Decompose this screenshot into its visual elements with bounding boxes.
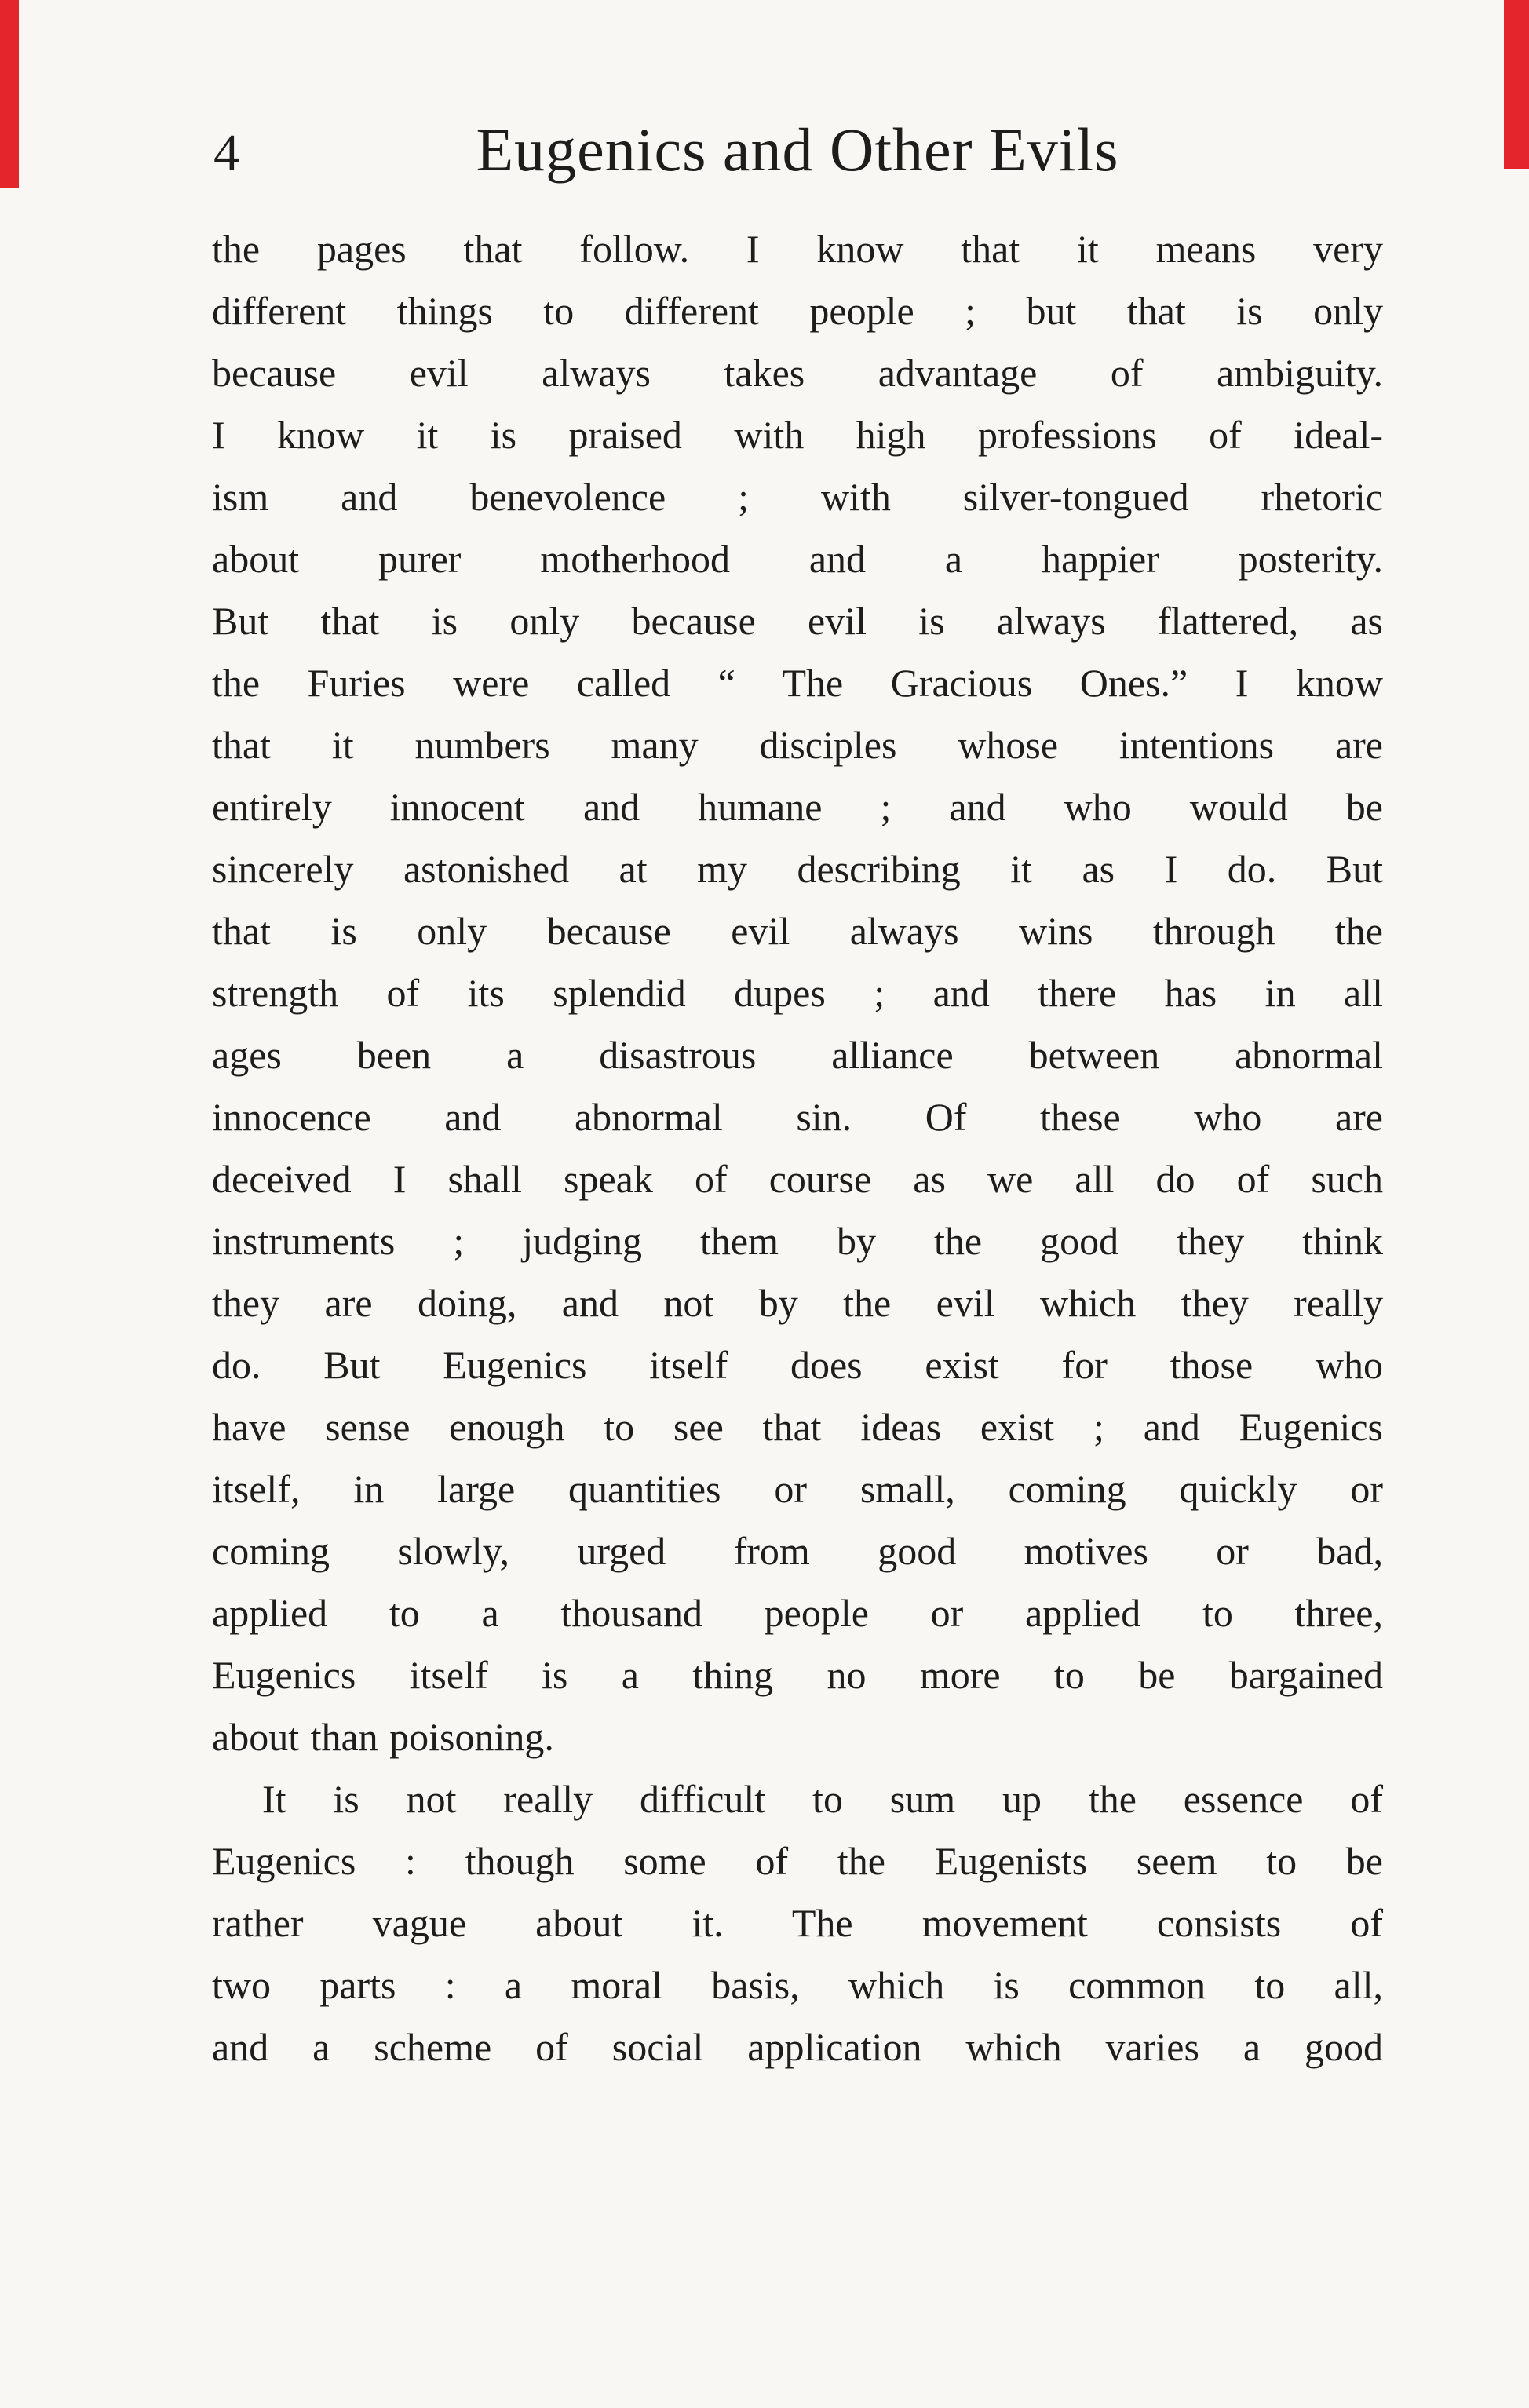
text-line: strength of its splendid dupes ; and there has in all xyxy=(212,971,1383,1015)
text-line: Eugenics itself is a thing no more to be bargained xyxy=(212,1653,1383,1697)
text-line: coming slowly, urged from good motives or bad, xyxy=(212,1529,1383,1573)
text-line: sincerely astonished at my describing it as I do. But xyxy=(212,847,1383,891)
text-line: innocence and abnormal sin. Of these who are xyxy=(212,1095,1383,1139)
text-line: itself, in large quantities or small, coming quickly or xyxy=(212,1467,1383,1511)
page-header xyxy=(212,115,1383,198)
text-line: entirely innocent and humane ; and who would be xyxy=(212,785,1383,829)
text-line: about than poisoning. xyxy=(212,1715,554,1759)
text-line: the pages that follow. I know that it means very xyxy=(212,227,1383,271)
text-line: Eugenics : though some of the Eugenists seem to be xyxy=(212,1839,1383,1883)
text-line: and a scheme of social application which varies a good xyxy=(212,2025,1383,2069)
text-line: ages been a disastrous alliance between abnormal xyxy=(212,1033,1383,1077)
text-line: that it numbers many disciples whose intentions are xyxy=(212,723,1383,767)
running-title: Eugenics and Other Evils xyxy=(476,115,1119,184)
text-line: the Furies were called “ The Gracious Ones.” I know xyxy=(212,661,1383,705)
text-line: different things to different people ; but that is only xyxy=(212,289,1383,333)
text-line: about purer motherhood and a happier posterity. xyxy=(212,537,1383,581)
text-line: rather vague about it. The movement consists of xyxy=(212,1901,1383,1945)
text-line: that is only because evil always wins through the xyxy=(212,909,1383,953)
text-line: But that is only because evil is always flattered, as xyxy=(212,599,1383,643)
page-number: 4 xyxy=(213,124,239,181)
text-line: It is not really difficult to sum up the essence of xyxy=(262,1777,1383,1821)
text-line: because evil always takes advantage of ambiguity. xyxy=(212,351,1383,395)
text-line: instruments ; judging them by the good they think xyxy=(212,1219,1383,1263)
text-line: have sense enough to see that ideas exist ; and Eugenics xyxy=(212,1405,1383,1449)
text-line: they are doing, and not by the evil which they really xyxy=(212,1281,1383,1325)
scan-artifact-left xyxy=(0,0,19,188)
text-line: two parts : a moral basis, which is common to all, xyxy=(212,1963,1383,2007)
text-block xyxy=(212,218,1383,2078)
text-line: ism and benevolence ; with silver-tongued rhetoric xyxy=(212,475,1383,519)
text-line: deceived I shall speak of course as we all do of such xyxy=(212,1157,1383,1201)
text-line: do. But Eugenics itself does exist for those who xyxy=(212,1343,1383,1387)
scan-artifact-right xyxy=(1504,0,1529,169)
text-line: applied to a thousand people or applied to three, xyxy=(212,1591,1383,1635)
text-line: I know it is praised with high professions of ideal- xyxy=(212,413,1383,457)
